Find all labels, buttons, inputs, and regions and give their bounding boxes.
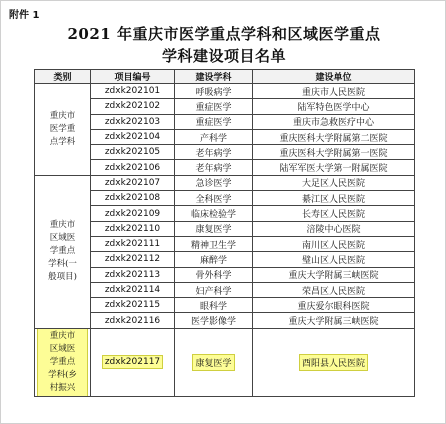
discipline: 临床检验学	[175, 206, 253, 221]
table-row	[35, 84, 415, 99]
unit: 南川区人民医院	[253, 236, 415, 251]
discipline: 重症医学	[175, 99, 253, 114]
attachment-label: 附件 1	[9, 10, 40, 21]
highlight-mark: 重庆市 区域医 学重点 学科(乡 村振兴	[38, 329, 87, 396]
discipline: 骨外科学	[175, 267, 253, 282]
unit: 重庆市急救医疗中心	[253, 114, 415, 129]
discipline: 老年病学	[175, 160, 253, 175]
unit: 涪陵中心医院	[253, 221, 415, 236]
unit: 綦江区人民医院	[253, 191, 415, 206]
header-unit: 建设单位	[253, 70, 415, 84]
header-discipline: 建设学科	[175, 70, 253, 84]
table-row	[35, 282, 415, 297]
project-code: zdxk202111	[91, 236, 175, 251]
unit: 陆军军医大学第一附属医院	[253, 160, 415, 175]
header-category: 类别	[35, 70, 91, 84]
project-code: zdxk202113	[91, 267, 175, 282]
table-row	[35, 221, 415, 236]
unit: 重庆市人民医院	[253, 84, 415, 99]
unit: 酉阳县人民医院	[253, 328, 415, 396]
table-header-row	[35, 70, 415, 84]
table-row	[35, 114, 415, 129]
project-code: zdxk202103	[91, 114, 175, 129]
header-project-code: 项目编号	[91, 70, 175, 84]
unit: 陆军特色医学中心	[253, 99, 415, 114]
project-code: zdxk202104	[91, 129, 175, 144]
discipline: 精神卫生学	[175, 236, 253, 251]
document-title-line1: 2021 年重庆市医学重点学科和区域医学重点	[67, 25, 381, 43]
table-row	[35, 129, 415, 144]
unit: 重庆爱尔眼科医院	[253, 298, 415, 313]
unit: 长寿区人民医院	[253, 206, 415, 221]
discipline: 康复医学	[175, 328, 253, 396]
discipline: 康复医学	[175, 221, 253, 236]
table-row	[35, 236, 415, 251]
table-row	[35, 252, 415, 267]
category-cell-rural-revitalization	[35, 328, 91, 396]
table-row	[35, 298, 415, 313]
unit: 重庆医科大学附属第二医院	[253, 129, 415, 144]
discipline: 妇产科学	[175, 282, 253, 297]
discipline: 急诊医学	[175, 175, 253, 190]
unit: 重庆医科大学附属第一医院	[253, 145, 415, 160]
project-code: zdxk202106	[91, 160, 175, 175]
category-cell-key-discipline: 重庆市 医学重 点学科	[35, 84, 91, 176]
project-code: zdxk202112	[91, 252, 175, 267]
discipline: 呼吸病学	[175, 84, 253, 99]
discipline: 医学影像学	[175, 313, 253, 328]
project-code: zdxk202107	[91, 175, 175, 190]
project-code: zdxk202109	[91, 206, 175, 221]
project-code: zdxk202110	[91, 221, 175, 236]
unit: 重庆大学附属三峡医院	[253, 267, 415, 282]
table-row	[35, 99, 415, 114]
project-code: zdxk202116	[91, 313, 175, 328]
table-row	[35, 191, 415, 206]
project-code: zdxk202114	[91, 282, 175, 297]
project-code: zdxk202105	[91, 145, 175, 160]
discipline: 麻醉学	[175, 252, 253, 267]
project-code: zdxk202102	[91, 99, 175, 114]
discipline: 老年病学	[175, 145, 253, 160]
discipline: 重症医学	[175, 114, 253, 129]
table-row	[35, 160, 415, 175]
table-row	[35, 145, 415, 160]
document-title-line2: 学科建设项目名单	[161, 47, 286, 65]
project-code: zdxk202117	[91, 328, 175, 396]
table-row-highlighted	[35, 328, 415, 396]
unit: 大足区人民医院	[253, 175, 415, 190]
table-row	[35, 175, 415, 190]
project-list-table	[34, 69, 415, 397]
category-cell-regional-general: 重庆市 区域医 学重点 学科(一 般项目)	[35, 175, 91, 328]
project-code: zdxk202101	[91, 84, 175, 99]
unit: 重庆大学附属三峡医院	[253, 313, 415, 328]
discipline: 产科学	[175, 129, 253, 144]
project-code: zdxk202108	[91, 191, 175, 206]
unit: 荣昌区人民医院	[253, 282, 415, 297]
table-row	[35, 313, 415, 328]
discipline: 全科医学	[175, 191, 253, 206]
table-row	[35, 206, 415, 221]
unit: 璧山区人民医院	[253, 252, 415, 267]
project-code: zdxk202115	[91, 298, 175, 313]
table-row	[35, 267, 415, 282]
discipline: 眼科学	[175, 298, 253, 313]
